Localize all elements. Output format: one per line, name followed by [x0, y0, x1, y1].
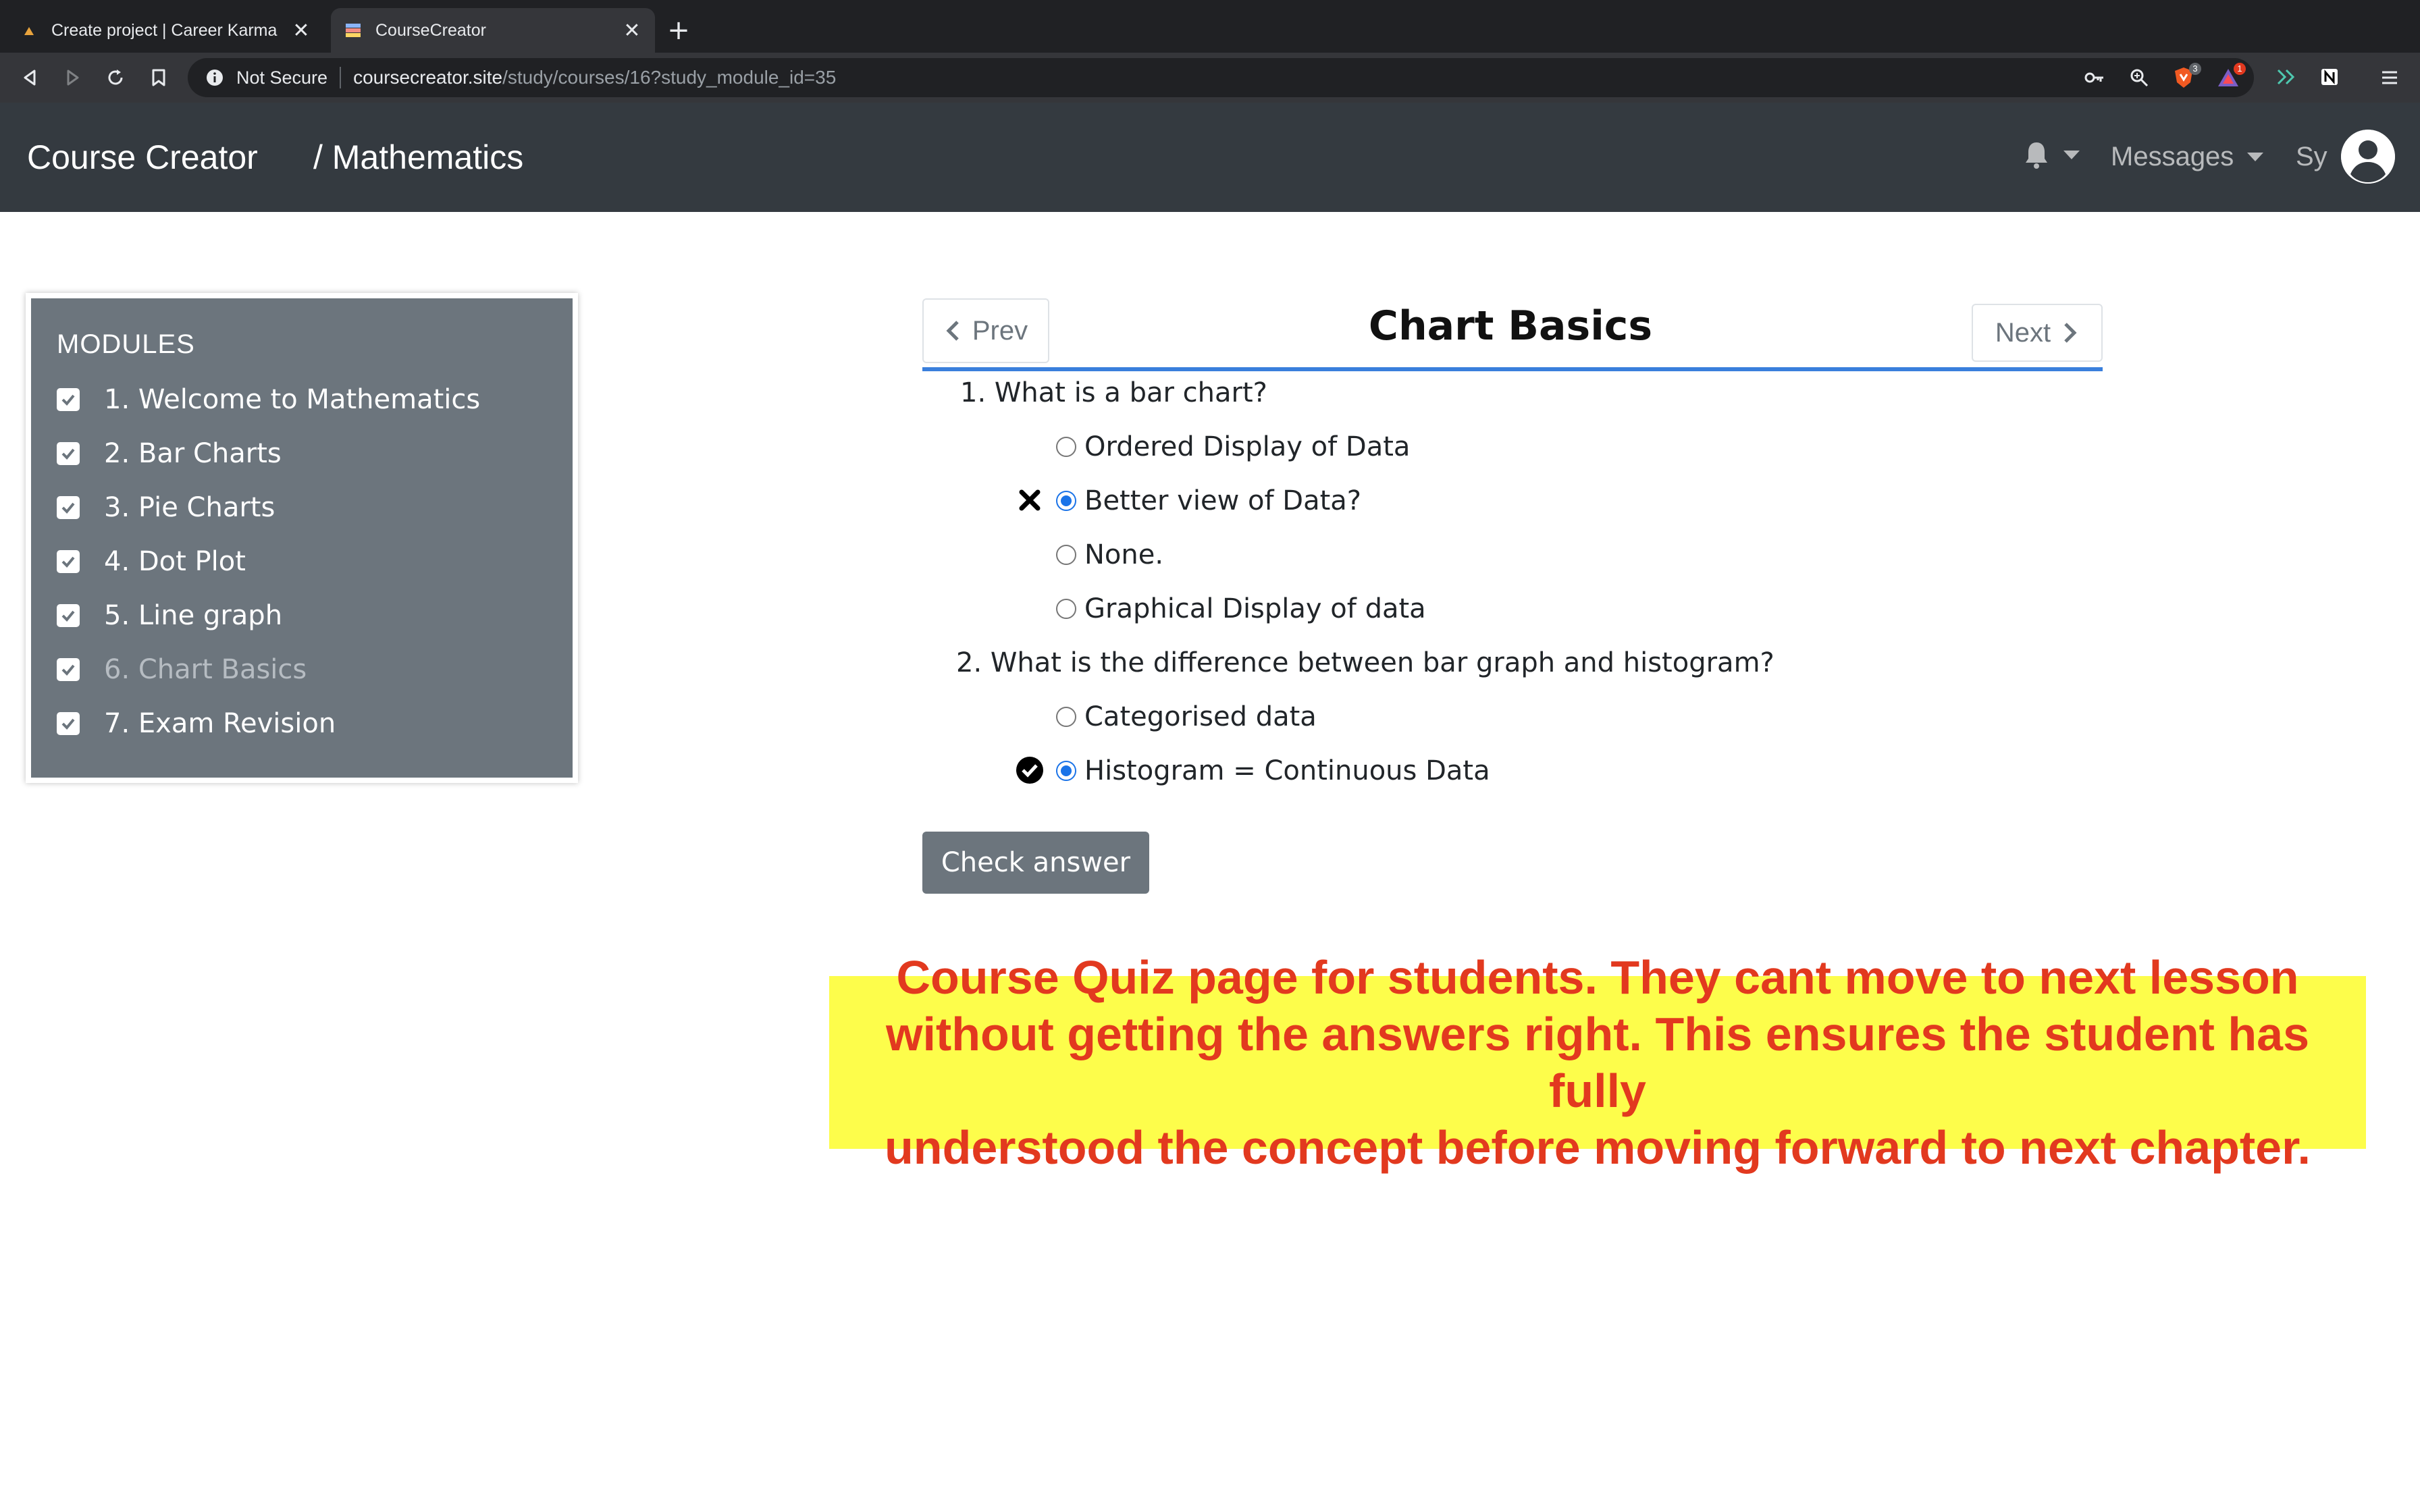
module-label: 3. Pie Charts: [104, 492, 275, 523]
checkbox-checked-icon: [57, 442, 80, 465]
annotation-box: [829, 951, 2366, 1174]
option-label: None.: [1084, 539, 1164, 570]
check-circle-icon: [1014, 755, 1045, 786]
tab-close-icon[interactable]: ✕: [623, 18, 641, 43]
user-circle-icon: [2341, 130, 2395, 184]
reload-button[interactable]: [99, 61, 132, 94]
hamburger-menu-icon: [2381, 70, 2398, 86]
module-label: 7. Exam Revision: [104, 708, 336, 739]
zoom-icon[interactable]: [2126, 64, 2153, 91]
back-arrow-icon: [21, 68, 40, 87]
module-label: 4. Dot Plot: [104, 546, 246, 577]
brave-shield-icon[interactable]: [2170, 64, 2197, 91]
q1-option-1[interactable]: [1056, 427, 1410, 467]
module-item-chart-basics[interactable]: [57, 649, 307, 690]
radio-button[interactable]: [1056, 437, 1076, 457]
option-label: Histogram = Continuous Data: [1084, 755, 1490, 786]
next-button[interactable]: [1972, 304, 2103, 362]
q2-option-2[interactable]: [1056, 751, 1490, 791]
coursecreator-favicon-icon: [344, 22, 362, 39]
chevron-left-icon: [944, 319, 962, 342]
radio-button[interactable]: [1056, 545, 1076, 565]
module-item-line-graph[interactable]: [57, 595, 282, 636]
chevron-extensions-icon[interactable]: [2273, 63, 2300, 90]
info-icon[interactable]: [205, 68, 224, 87]
question-2: 2. What is the difference between bar graph and histogram?: [956, 647, 1774, 678]
url-path: /study/courses/16?study_module_id=35: [502, 67, 837, 88]
q1-option-3[interactable]: [1056, 535, 1163, 575]
user-initials: Sy: [2296, 141, 2327, 171]
address-bar-actions: [2081, 58, 2242, 97]
checkbox-checked-icon: [57, 496, 80, 519]
browser-toolbar: [0, 53, 2420, 103]
option-label: Better view of Data?: [1084, 485, 1362, 516]
prev-button[interactable]: [922, 298, 1049, 363]
bookmark-button[interactable]: [142, 61, 176, 94]
messages-label: Messages: [2111, 141, 2234, 171]
annotation-line-1: Course Quiz page for students. They cant move to next lesson: [896, 951, 2299, 1004]
brand-link[interactable]: Course Creator: [27, 138, 258, 176]
notion-icon[interactable]: [2316, 63, 2343, 90]
security-label: Not Secure: [236, 67, 328, 88]
bell-icon: [2023, 140, 2050, 169]
q2-option-1[interactable]: [1056, 697, 1317, 737]
address-divider: [340, 67, 341, 88]
module-label: 5. Line graph: [104, 600, 283, 631]
app-navbar: [0, 103, 2420, 212]
radio-button[interactable]: [1056, 599, 1076, 619]
back-button[interactable]: [14, 61, 47, 94]
question-1: 1. What is a bar chart?: [960, 377, 1267, 408]
option-label: Categorised data: [1084, 701, 1317, 732]
tab-close-icon[interactable]: ✕: [292, 18, 310, 43]
user-menu[interactable]: [2296, 123, 2395, 190]
module-label: 2. Bar Charts: [104, 438, 282, 469]
module-item-welcome[interactable]: [57, 379, 480, 420]
quiz-divider: [922, 367, 2103, 371]
alert-badge: 1: [2234, 63, 2246, 75]
forward-button[interactable]: [55, 61, 89, 94]
x-mark-icon: [1014, 485, 1045, 516]
tab-title: CourseCreator: [375, 20, 486, 40]
modules-heading: MODULES: [57, 329, 195, 359]
checkbox-checked-icon: [57, 604, 80, 627]
notifications-dropdown[interactable]: [2023, 138, 2084, 171]
tab-career-karma[interactable]: [7, 8, 324, 53]
module-label-current: 6. Chart Basics: [104, 654, 307, 685]
browser-tab-strip: [0, 0, 2420, 53]
tab-title: Create project | Career Karma: [51, 20, 278, 40]
brave-shield-badge: 3: [2189, 63, 2201, 75]
address-bar[interactable]: [188, 58, 2254, 97]
breadcrumb[interactable]: / Mathematics: [313, 138, 524, 176]
checkbox-checked-icon: [57, 550, 80, 573]
module-item-exam-revision[interactable]: [57, 703, 336, 744]
module-label: 1. Welcome to Mathematics: [104, 384, 481, 415]
url-host: coursecreator.site: [353, 67, 503, 88]
bookmark-icon: [151, 68, 167, 87]
checkbox-checked-icon: [57, 388, 80, 411]
new-tab-button[interactable]: +: [667, 15, 690, 46]
chevron-right-icon: [2061, 321, 2079, 344]
module-item-dot-plot[interactable]: [57, 541, 246, 582]
forward-arrow-icon: [63, 68, 82, 87]
modules-panel: [26, 293, 578, 783]
chevron-down-icon: [2063, 151, 2080, 159]
module-item-bar-charts[interactable]: [57, 433, 282, 474]
module-item-pie-charts[interactable]: [57, 487, 275, 528]
password-key-icon[interactable]: [2081, 64, 2108, 91]
annotation-line-2: without getting the answers right. This ensures the student has fully: [886, 1008, 2309, 1117]
check-answer-button[interactable]: Check answer: [922, 832, 1149, 894]
q1-option-4[interactable]: [1056, 589, 1426, 629]
prev-label: Prev: [972, 315, 1028, 346]
tab-coursecreator[interactable]: [331, 8, 655, 53]
checkbox-checked-icon: [57, 658, 80, 681]
radio-button-selected[interactable]: [1056, 491, 1076, 511]
q1-option-2[interactable]: [1056, 481, 1361, 521]
next-label: Next: [1995, 317, 2051, 348]
radio-button[interactable]: [1056, 707, 1076, 727]
quiz-title: Chart Basics: [1368, 302, 1653, 350]
reload-icon: [105, 68, 126, 88]
option-label: Ordered Display of Data: [1084, 431, 1411, 462]
career-karma-favicon-icon: [20, 22, 38, 39]
annotation-line-3: understood the concept before moving forward to next chapter.: [885, 1121, 2311, 1174]
messages-dropdown[interactable]: [2111, 138, 2263, 176]
brave-rewards-icon[interactable]: [2215, 64, 2242, 91]
chevron-down-icon: [2247, 153, 2263, 161]
annotation-text: [833, 949, 2362, 1176]
browser-menu-button[interactable]: [2373, 61, 2406, 94]
checkbox-checked-icon: [57, 712, 80, 735]
radio-button-selected[interactable]: [1056, 761, 1076, 781]
option-label: Graphical Display of data: [1084, 593, 1426, 624]
